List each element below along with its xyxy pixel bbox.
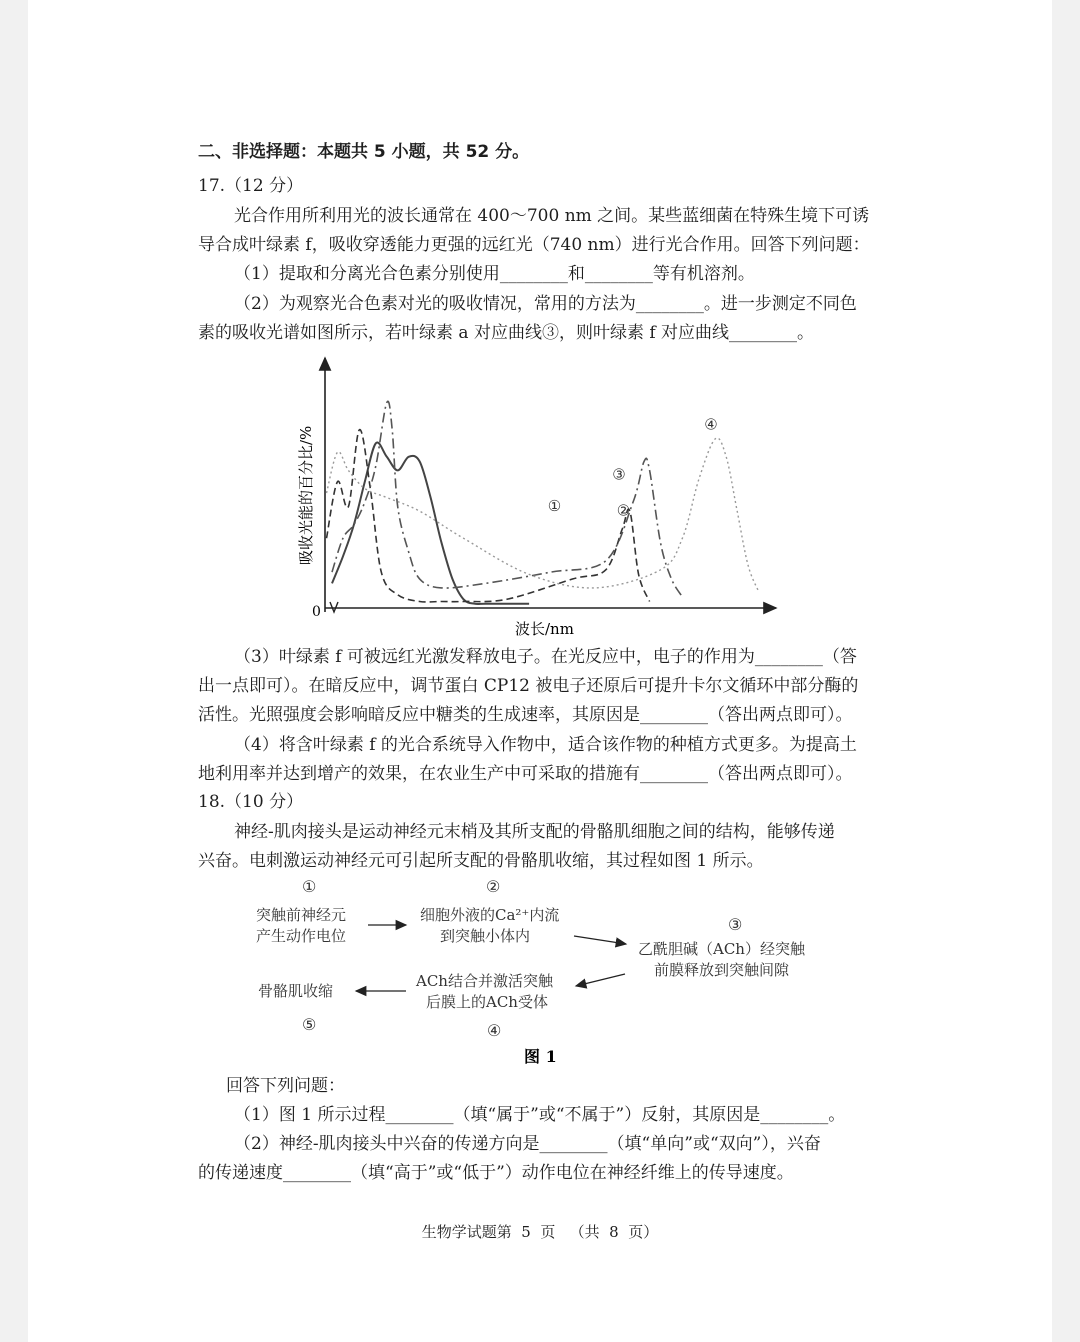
- step-1-number: ①: [302, 877, 317, 896]
- series-curve-1: [332, 442, 529, 604]
- series-label-2: ②: [616, 501, 631, 520]
- neuromuscular-flow-diagram: [240, 870, 840, 1070]
- absorption-spectrum-chart: [290, 350, 790, 645]
- q17-part-2-line-1: （2）为观察光合色素对光的吸收情况，常用的方法为________。进一步测定不同色: [234, 294, 857, 314]
- q17-part-4-line-1: （4）将含叶绿素 f 的光合系统导入作物中，适合该作物的种植方式更多。为提高土: [234, 735, 857, 755]
- q17-number: 17.（12 分）: [198, 176, 304, 196]
- series-label-3: ③: [612, 465, 626, 484]
- series-layer: [327, 401, 760, 604]
- q17-part-3-line-1: （3）叶绿素 f 可被远红光激发释放电子。在光反应中，电子的作用为________（答: [234, 647, 857, 667]
- step-4-line-1: ACh结合并激活突触: [416, 972, 553, 990]
- q17-part-1: （1）提取和分离光合色素分别使用________和________等有机溶剂。: [234, 264, 755, 284]
- step-3-number: ③: [728, 915, 743, 934]
- step-4-line-2: 后膜上的ACh受体: [426, 993, 548, 1011]
- q18-intro-line-1: 神经-肌肉接头是运动神经元末梢及其所支配的骨骼肌细胞之间的结构，能够传递: [234, 822, 835, 842]
- step-1-line-1: 突触前神经元: [256, 906, 347, 924]
- step-2-line-1: 细胞外液的Ca²⁺内流: [420, 906, 560, 924]
- x-axis-label: 波长/nm: [515, 620, 574, 638]
- q18-prompt: 回答下列问题：: [226, 1076, 345, 1096]
- q17-part-4-line-2: 地利用率并达到增产的效果，在农业生产中可采取的措施有________（答出两点即可）。: [198, 764, 853, 784]
- q18-part-2-line-2: 的传递速度________（填“高于”或“低于”）动作电位在神经纤维上的传导速度。: [198, 1163, 794, 1183]
- arrow-2-to-3: [574, 936, 626, 944]
- q17-part-2-line-2: 素的吸收光谱如图所示，若叶绿素 a 对应曲线③，则叶绿素 f 对应曲线________。: [198, 323, 815, 343]
- series-curve-2: [327, 430, 650, 602]
- step-2-line-2: 到突触小体内: [440, 927, 531, 945]
- step-4-number: ④: [487, 1021, 502, 1040]
- origin-label: 0: [312, 604, 321, 620]
- q17-part-3-line-2: 出一点即可）。在暗反应中，调节蛋白 CP12 被电子还原后可提升卡尔文循环中部分酶的: [198, 676, 859, 696]
- series-label-4: ④: [704, 415, 718, 434]
- q18-intro-line-2: 兴奋。电刺激运动神经元可引起所支配的骨骼肌收缩，其过程如图 1 所示。: [198, 851, 764, 871]
- arrow-3-to-4: [576, 974, 625, 986]
- step-5-line-1: 骨骼肌收缩: [258, 982, 334, 1000]
- step-5-number: ⑤: [302, 1015, 317, 1034]
- step-3-line-1: 乙酰胆碱（ACh）经突触: [638, 940, 805, 958]
- q18-part-2-line-1: （2）神经-肌肉接头中兴奋的传递方向是________（填“单向”或“双向”），兴奋: [234, 1134, 821, 1154]
- step-1-line-2: 产生动作电位: [256, 927, 347, 945]
- q18-number: 18.（10 分）: [198, 792, 304, 812]
- q17-part-3-line-3: 活性。光照强度会影响暗反应中糖类的生成速率，其原因是________（答出两点即可）。: [198, 705, 853, 725]
- series-label-1: ①: [547, 497, 562, 516]
- page-footer: 生物学试题第 5 页 （共 8 页）: [421, 1223, 659, 1241]
- figure-caption: 图 1: [524, 1047, 557, 1066]
- q17-intro-line-1: 光合作用所利用光的波长通常在 400～700 nm 之间。某些蓝细菌在特殊生境下可诱: [234, 206, 870, 226]
- series-curve-3: [332, 401, 682, 597]
- q18-part-1: （1）图 1 所示过程________（填“属于”或“不属于”）反射，其原因是________。: [234, 1105, 846, 1125]
- q17-intro-line-2: 导合成叶绿素 f，吸收穿透能力更强的远红光（740 nm）进行光合作用。回答下列问题：: [198, 235, 870, 255]
- step-2-number: ②: [486, 877, 501, 896]
- step-3-line-2: 前膜释放到突触间隙: [654, 961, 790, 979]
- series-curve-4: [327, 438, 760, 592]
- y-axis-label: 吸收光能的百分比/%: [297, 425, 315, 565]
- section-title: 二、非选择题：本题共 5 小题，共 52 分。: [198, 142, 530, 162]
- axis-break: [330, 602, 338, 612]
